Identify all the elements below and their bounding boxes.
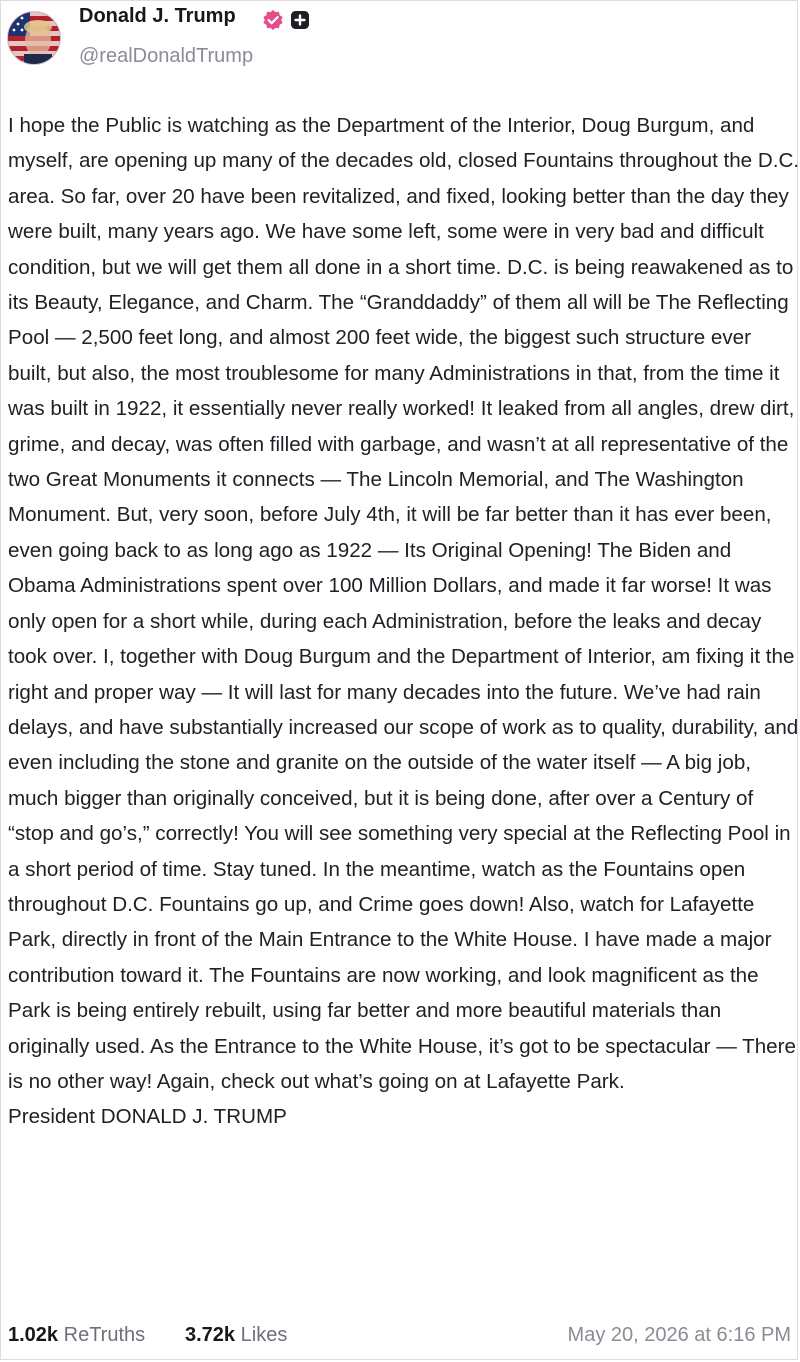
- post-header: [1, 1, 797, 81]
- avatar-image: [8, 12, 61, 65]
- retruths-count: 1.02k: [8, 1324, 59, 1346]
- handle[interactable]: @realDonaldTrump: [79, 45, 254, 67]
- likes-label: Likes: [240, 1324, 288, 1346]
- retruths-stat[interactable]: [8, 1324, 145, 1347]
- display-name[interactable]: Donald J. Trump: [79, 5, 236, 27]
- plus-badge-icon: [290, 10, 310, 30]
- post-timestamp[interactable]: May 20, 2026 at 6:16 PM: [567, 1324, 791, 1346]
- likes-count: 3.72k: [185, 1324, 236, 1346]
- post-footer: [1, 1319, 797, 1353]
- post-text: I hope the Public is watching as the Department of the Interior, Doug Burgum, and myself, are opening up many of the decades old, closed Fountains throughout the D.C. area. So far, over 20 have been revitalized, and fixed, looking better than the day they were built, many years ago. We have some left, some were in very bad and difficult condition, but we will get them all done in a short time. D.C. is being reawakened as to its Beauty, Elegance, and Charm. The “Granddaddy” of them all will be The Reflecting Pool — 2,500 feet long, and almost 200 feet wide, the biggest such structure ever built, but also, the most troublesome for many Administrations in that, from the time it was built in 1922, it essentially never really worked! It leaked from all angles, drew dirt, grime, and decay, was often filled with garbage, and wasn’t at all representative of the two Great Monuments it connects — The Lincoln Memorial, and The Washington Monument. But, very soon, before July 4th, it will be far better than it has ever been, even going back to as long ago as 1922 — Its Original Opening! The Biden and Obama Administrations spent over 100 Million Dollars, and made it far worse! It was only open for a short while, during each Administration, before the leaks and decay took over. I, together with Doug Burgum and the Department of Interior, am fixing it the right and proper way — It will last for many decades into the future. We’ve had rain delays, and have substantially increased our scope of work as to quality, durability, and even including the stone and granite on the outside of the water itself — A big job, much bigger than originally conceived, but it is being done, after over a Century of “stop and go’s,” correctly! You will see something very special at the Reflecting Pool in a short period of time. Stay tuned. In the meantime, watch as the Fountains open throughout D.C. Fountains go up, and Crime goes down! Also, watch for Lafayette Park, directly in front of the Main Entrance to the White House. I have made a major contribution toward it. The Fountains are now working, and look magnificent as the Park is being entirely rebuilt, using far better and more beautiful materials than originally used. As the Entrance to the White House, it’s got to be spectacular — There is no other way! Again, check out what’s going on at Lafayette Park. President DONALD J. TRUMP: [8, 114, 800, 1129]
- retruths-label: ReTruths: [63, 1324, 146, 1346]
- verified-badge-icon: [262, 9, 284, 31]
- avatar[interactable]: [7, 11, 61, 65]
- likes-stat[interactable]: [185, 1324, 287, 1347]
